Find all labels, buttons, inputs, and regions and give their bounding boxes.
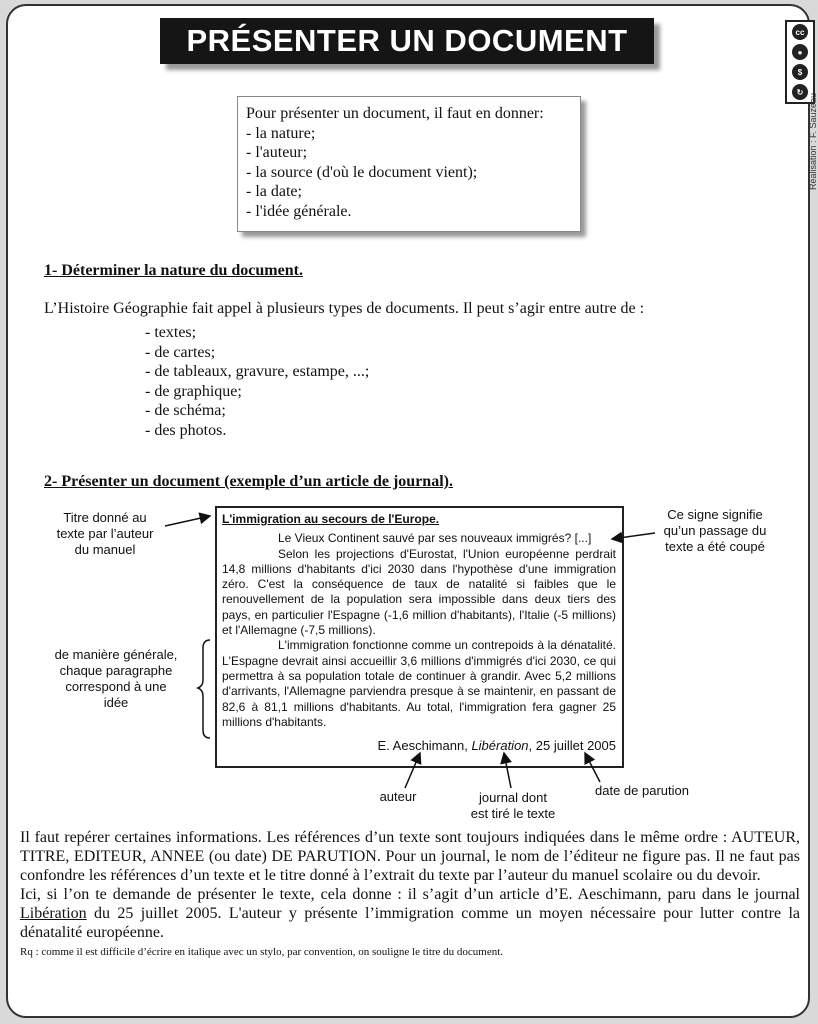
underlined-journal: Libération bbox=[20, 905, 87, 922]
date-label: date de parution bbox=[595, 783, 689, 798]
author-credit: Réalisation : F. Sauzeau bbox=[808, 92, 818, 190]
title-banner bbox=[160, 18, 654, 64]
annotation-line: qu’un passage du bbox=[663, 523, 767, 538]
title-annotation bbox=[38, 510, 172, 558]
list-item: - textes; bbox=[145, 324, 197, 341]
annotation-line: correspond à une bbox=[65, 679, 167, 694]
article-journal: Libération bbox=[471, 738, 529, 754]
document-types-list bbox=[145, 323, 369, 440]
list-item: - de schéma; bbox=[145, 402, 226, 419]
article-paragraph: Selon les projections d'Eurostat, l'Union européenne perdrait 14,8 millions d'habitants d'ici 2030 dans l'hypothèse d'une immigration zéro. C'est la conséquence de taux de natalité si faibles que le renouvellement de la population sera impossible dans deux tiers des pays, en particulier l'Espagne (-1,6 million d'habitants), l'Italie (-5 millions) et l'Allemagne (-7,5 millions). bbox=[222, 546, 616, 638]
intro-box bbox=[237, 96, 581, 232]
article-example bbox=[215, 506, 624, 768]
annotation-line: Titre donné au bbox=[63, 510, 147, 525]
intro-lead: Pour présenter un document, il faut en donner: bbox=[246, 105, 544, 122]
annotation-line: du manuel bbox=[74, 542, 136, 557]
sa-icon: ↻ bbox=[792, 84, 808, 100]
list-item: - de graphique; bbox=[145, 382, 242, 400]
annotation-line: idée bbox=[103, 695, 129, 710]
remark-note: Rq : comme il est difficile d’écrire en italique avec un stylo, par convention, on souligne le titre du document. bbox=[20, 946, 504, 958]
by-icon: ● bbox=[792, 44, 808, 60]
article-date: , 25 juillet 2005 bbox=[528, 738, 616, 754]
page-title: PRÉSENTER UN DOCUMENT bbox=[186, 23, 628, 58]
annotation-line: est tiré le texte bbox=[470, 806, 556, 821]
list-item: - de tableaux, gravure, estampe, ...; bbox=[145, 363, 370, 380]
intro-item: - l'idée générale. bbox=[246, 202, 352, 220]
conclusion-segment: Ici, si l’on te demande de présenter le texte, cela donne : il s’agit d’un article d’E. Aeschimann, paru dans le journal bbox=[20, 886, 800, 903]
conclusion-segment: du 25 juillet 2005. L'auteur y présente l’immigration comme un moyen nécessaire pour lutter contre la dénatalité européenne. bbox=[20, 905, 800, 941]
paragraph-annotation bbox=[36, 647, 196, 711]
article-paragraph: Le Vieux Continent sauvé par ses nouveaux immigrés? [...] bbox=[278, 531, 592, 546]
annotation-line: texte a été coupé bbox=[665, 539, 765, 554]
intro-item: - la source (d'où le document vient); bbox=[246, 163, 478, 181]
intro-item: - l'auteur; bbox=[246, 144, 308, 161]
annotation-line: Ce signe signifie bbox=[667, 507, 763, 522]
conclusion-paragraph: Il faut repérer certaines informations. Les références d’un texte sont toujours indiquées dans le même ordre : AUTEUR, TITRE, EDITEUR, ANNEE (ou date) DE PARUTION. Pour un journal, le nom de l’éditeur ne figure pas. Il ne faut pas confondre les références d’un texte et le titre donné à l’extrait du texte par l’auteur du manuel scolaire ou du devoir. bbox=[20, 829, 800, 884]
section2-heading: 2- Présenter un document (exemple d’un article de journal). bbox=[44, 473, 453, 490]
cut-annotation bbox=[640, 507, 790, 555]
author-label: auteur bbox=[379, 789, 417, 804]
article-title: L'immigration au secours de l'Europe. bbox=[222, 512, 440, 526]
annotation-line: journal dont bbox=[479, 790, 547, 805]
conclusion-paragraph bbox=[20, 885, 800, 942]
license-badge bbox=[785, 20, 815, 104]
annotation-line: de manière générale, bbox=[54, 647, 178, 662]
intro-item: - la date; bbox=[246, 183, 302, 200]
list-item: - des photos. bbox=[145, 421, 227, 439]
section1-heading: 1- Déterminer la nature du document. bbox=[44, 262, 303, 279]
article-paragraph: L'immigration fonctionne comme un contrepoids à la dénatalité. L'Espagne devrait ainsi accueillir 3,6 millions d'immigrés d'ici 2030, ce qui permettra à sa population totale de continuer à grandir. Avec 5,2 millions d'arrivants, l'Allemagne parviendra presque à se maintenir, en passant de 82,6 à 81,1 millions d'habitants. Au total, l'immigration fera gagner 25 millions d'habitants. bbox=[222, 638, 616, 729]
article-author: E. Aeschimann, bbox=[377, 738, 468, 754]
nc-icon: $ bbox=[792, 64, 808, 80]
annotation-line: chaque paragraphe bbox=[59, 663, 173, 678]
intro-item: - la nature; bbox=[246, 124, 316, 142]
list-item: - de cartes; bbox=[145, 343, 216, 361]
conclusion-text bbox=[20, 828, 800, 962]
journal-label bbox=[446, 790, 580, 822]
annotation-line: texte par l’auteur bbox=[56, 526, 154, 541]
cc-icon: cc bbox=[792, 24, 808, 40]
section1-text: L’Histoire Géographie fait appel à plusieurs types de documents. Il peut s’agir entre autre de : bbox=[44, 300, 645, 317]
article-source bbox=[222, 738, 616, 753]
